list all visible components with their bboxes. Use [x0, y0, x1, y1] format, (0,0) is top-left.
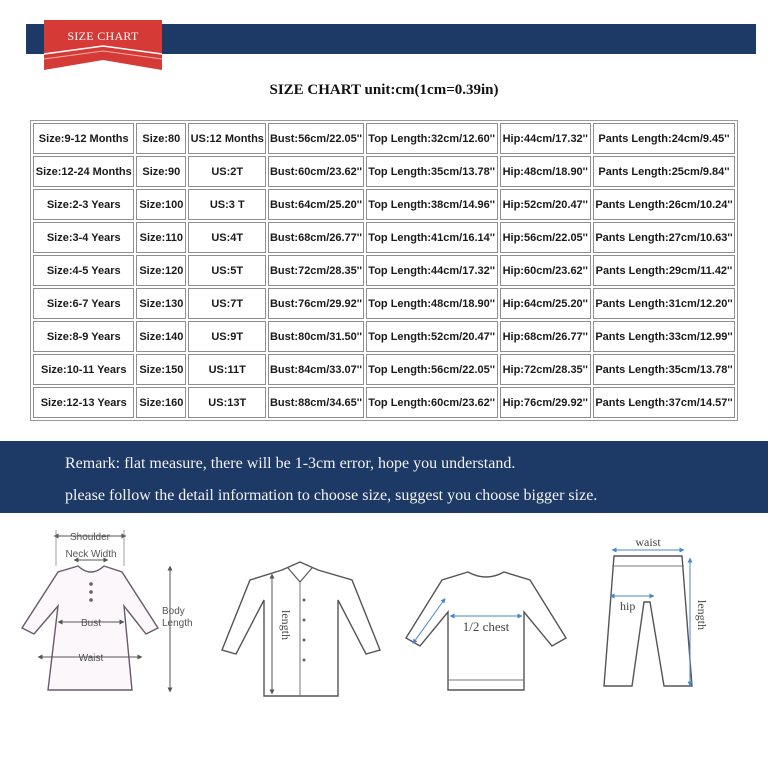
size-table [30, 120, 738, 421]
dress-waist-label: Waist [78, 653, 104, 664]
table-cell: Hip:60cm/23.62'' [500, 255, 591, 286]
pants-hip-label: hip [620, 599, 636, 613]
table-cell: Bust:72cm/28.35'' [268, 255, 363, 286]
table-cell: Size:150 [136, 354, 186, 385]
table-cell: Bust:60cm/23.62'' [268, 156, 363, 187]
dress-shoulder-label: Shoulder [69, 532, 111, 543]
table-cell: Size:12-24 Months [33, 156, 134, 187]
shirt-diagram [222, 562, 380, 696]
table-cell: Size:120 [136, 255, 186, 286]
table-cell: Pants Length:37cm/14.57'' [593, 387, 735, 418]
table-cell: Hip:56cm/22.05'' [500, 222, 591, 253]
measurement-diagrams [0, 520, 768, 740]
remark-line-1: Remark: flat measure, there will be 1-3cm error, hope you understand. [65, 455, 516, 472]
table-row [33, 189, 735, 220]
table-cell: Size:140 [136, 321, 186, 352]
table-cell: Hip:64cm/25.20'' [500, 288, 591, 319]
table-cell: US:12 Months [188, 123, 266, 154]
table-cell: Bust:68cm/26.77'' [268, 222, 363, 253]
table-cell: Top Length:38cm/14.96'' [366, 189, 498, 220]
table-cell: Bust:84cm/33.07'' [268, 354, 363, 385]
table-cell: Size:4-5 Years [33, 255, 134, 286]
pants-length-label: length [695, 600, 709, 630]
table-cell: Size:8-9 Years [33, 321, 134, 352]
pants-diagram [604, 535, 709, 686]
table-cell: Top Length:56cm/22.05'' [366, 354, 498, 385]
table-cell: Size:100 [136, 189, 186, 220]
table-cell: Top Length:44cm/17.32'' [366, 255, 498, 286]
table-cell: US:13T [188, 387, 266, 418]
table-cell: US:4T [188, 222, 266, 253]
table-row [33, 156, 735, 187]
table-cell: Pants Length:31cm/12.20'' [593, 288, 735, 319]
table-cell: Size:90 [136, 156, 186, 187]
table-cell: Bust:76cm/29.92'' [268, 288, 363, 319]
dress-bust-label: Bust [80, 618, 102, 629]
table-cell: Size:2-3 Years [33, 189, 134, 220]
table-cell: Size:80 [136, 123, 186, 154]
table-cell: Pants Length:24cm/9.45'' [593, 123, 735, 154]
table-cell: US:9T [188, 321, 266, 352]
page-title: SIZE CHART unit:cm(1cm=0.39in) [269, 82, 499, 98]
table-cell: Size:110 [136, 222, 186, 253]
table-cell: Top Length:41cm/16.14'' [366, 222, 498, 253]
table-row [33, 123, 735, 154]
table-cell: Hip:72cm/28.35'' [500, 354, 591, 385]
table-cell: Hip:68cm/26.77'' [500, 321, 591, 352]
table-cell: US:5T [188, 255, 266, 286]
table-cell: Pants Length:29cm/11.42'' [593, 255, 735, 286]
table-cell: Size:6-7 Years [33, 288, 134, 319]
dress-body-length-label: Body Length [162, 606, 193, 629]
table-cell: Hip:76cm/29.92'' [500, 387, 591, 418]
table-cell: Top Length:60cm/23.62'' [366, 387, 498, 418]
table-row [33, 387, 735, 418]
table-cell: Size:10-11 Years [33, 354, 134, 385]
sweater-diagram [406, 572, 566, 690]
table-cell: Hip:52cm/20.47'' [500, 189, 591, 220]
table-cell: Bust:64cm/25.20'' [268, 189, 363, 220]
table-cell: Size:9-12 Months [33, 123, 134, 154]
dress-neck-width-label: Neck Width [65, 549, 117, 560]
table-cell: Top Length:52cm/20.47'' [366, 321, 498, 352]
table-cell: Size:160 [136, 387, 186, 418]
table-cell: Pants Length:35cm/13.78'' [593, 354, 735, 385]
table-cell: Top Length:48cm/18.90'' [366, 288, 498, 319]
table-cell: Size:130 [136, 288, 186, 319]
table-cell: Hip:48cm/18.90'' [500, 156, 591, 187]
table-cell: Size:3-4 Years [33, 222, 134, 253]
table-cell: Pants Length:33cm/12.99'' [593, 321, 735, 352]
table-cell: Bust:80cm/31.50'' [268, 321, 363, 352]
table-cell: Size:12-13 Years [33, 387, 134, 418]
remark-line-2: please follow the detail information to choose size, suggest you choose bigger size. [65, 487, 598, 504]
table-cell: Top Length:35cm/13.78'' [366, 156, 498, 187]
table-cell: Bust:56cm/22.05'' [268, 123, 363, 154]
table-cell: US:11T [188, 354, 266, 385]
table-cell: US:3 T [188, 189, 266, 220]
shirt-length-label: length [279, 610, 293, 640]
sweater-chest-label: 1/2 chest [462, 619, 510, 634]
table-row [33, 321, 735, 352]
table-cell: Pants Length:27cm/10.63'' [593, 222, 735, 253]
badge-label: SIZE CHART [67, 29, 139, 43]
table-row [33, 354, 735, 385]
table-row [33, 255, 735, 286]
table-cell: US:7T [188, 288, 266, 319]
table-cell: Pants Length:25cm/9.84'' [593, 156, 735, 187]
size-chart-badge [42, 20, 164, 72]
dress-diagram [22, 530, 193, 690]
table-row [33, 222, 735, 253]
table-cell: Pants Length:26cm/10.24'' [593, 189, 735, 220]
table-cell: US:2T [188, 156, 266, 187]
table-cell: Bust:88cm/34.65'' [268, 387, 363, 418]
table-cell: Top Length:32cm/12.60'' [366, 123, 498, 154]
table-cell: Hip:44cm/17.32'' [500, 123, 591, 154]
pants-waist-label: waist [635, 535, 661, 549]
table-row [33, 288, 735, 319]
